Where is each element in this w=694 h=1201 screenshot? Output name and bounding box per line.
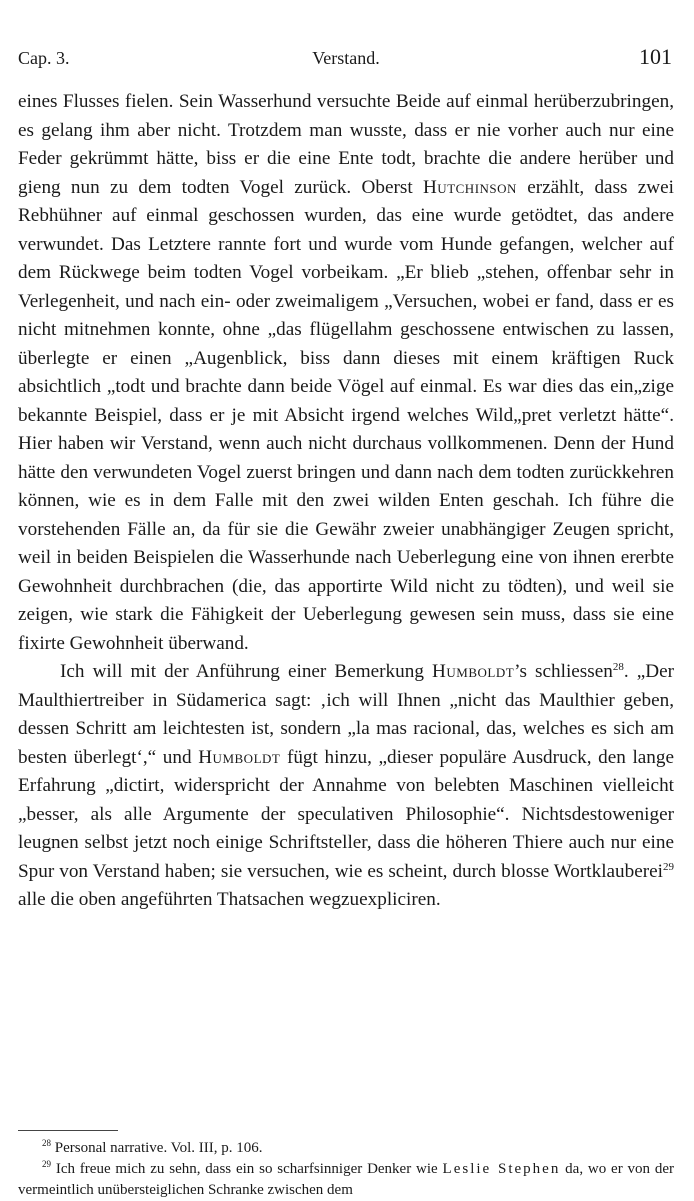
footnote-29 <box>18 1159 674 1201</box>
footnote-29-text-a: Ich freue mich zu sehn, dass ein so scharfsinniger Denker wie <box>55 1161 438 1177</box>
author-name-humboldt: Humboldt <box>432 661 515 682</box>
footnote-divider <box>18 1130 118 1131</box>
chapter-label: Cap. 3. <box>18 48 70 68</box>
footnote-ref-28[interactable]: 28 <box>612 661 624 673</box>
paragraph-2-part-c: . „Der Maulthiertreiber in Südamerica sagt: ‚ich will Ihnen „nicht das Maulthier geben, dessen Schritt am leichtesten ist, sondern „la mas racional, das, welches es sich am besten überlegt‘,“ und <box>18 661 674 768</box>
main-text <box>18 88 674 915</box>
footnote-number-28: 28 <box>42 1138 51 1148</box>
paragraph-2-part-d: fügt hinzu, „dieser populäre Ausdruck, den lange Erfahrung „dictirt, widerspricht der Annahme von belebten Maschinen vielleicht „besser, als alle Argumente der speculativen Philosophie“. Nichtsdestoweniger leugnen selbst jetzt noch einige Schriftsteller, dass die höheren Thiere auch nur eine Spur von Verstand haben; sie versuchen, wie es scheint, durch blosse Wortklauberei <box>18 746 674 882</box>
paragraph-2-part-a: Ich will mit der Anführung einer Bemerkung <box>60 661 424 682</box>
page-header <box>18 44 674 72</box>
paragraph-1 <box>18 88 674 658</box>
paragraph-2-part-e: alle die oben angeführten Thatsachen wegzuexpliciren. <box>18 889 441 910</box>
paragraph-1-part-b: erzählt, dass zwei Rebhühner auf einmal geschossen wurden, das eine wurde getödtet, das andere verwundet. Das Letztere rannte fort und wurde vom Hunde gefangen, welcher auf dem Rückwege beim todten Vogel vorbeikam. „Er blieb „stehen, offenbar sehr in Verlegenheit, und nach ein- oder zweimaligem „Versuchen, wobei er fand, dass er es nicht mitnehmen konnte, ohne „das flügellahm geschossene entwischen zu lassen, überlegte er einen „Augenblick, biss dann dieses mit einem kräftigen Ruck absichtlich „todt und brachte dann beide Vögel auf einmal. Es war dies das ein„zige bekannte Beispiel, dass er je mit Absicht irgend welches Wild„pret verletzt hätte“. Hier haben wir Verstand, wenn auch nicht durchaus vollkommenen. Denn der Hund hätte den verwundeten Vogel zuerst bringen und dann nach dem todten zurückkehren können, wie es in dem Falle mit den zwei wilden Enten geschah. Ich führe die vorstehenden Fälle an, da für sie die Gewähr zweier unabhängiger Zeugen spricht, weil in beiden Beispielen die Wasserhunde nach Ueberlegung eine von ihnen ererbte Gewohnheit durchbrachen (die, das apportirte Wild nicht zu tödten), und weil sie zeigen, wie stark die Fähigkeit der Ueberlegung gewesen sein muss, dass sie eine fixirte Gewohnheit überwand. <box>18 176 675 654</box>
paragraph-2 <box>18 658 674 915</box>
running-title: Verstand. <box>312 48 380 68</box>
footnote-28 <box>18 1138 674 1159</box>
paragraph-1-part-a: eines Flusses fielen. Sein Wasserhund versuchte Beide auf einmal herüberzubringen, es gelang ihm aber nicht. Trotzdem man wusste, dass er nie vorher auch nur eine Feder gekrümmt hätte, biss er die eine Ente todt, brachte die andere herüber und gieng nun zu dem todten Vogel zurück. Oberst <box>18 91 674 198</box>
author-name-leslie-stephen: Leslie Stephen <box>442 1161 561 1177</box>
author-name-humboldt-2: Humboldt <box>198 746 281 768</box>
page-number: 101 <box>639 44 672 69</box>
author-name-hutchinson: Hutchinson <box>422 176 517 198</box>
footnote-28-text: Personal narrative. Vol. III, p. 106. <box>54 1140 263 1156</box>
footnotes <box>18 1138 674 1201</box>
book-page <box>18 0 674 1200</box>
footnote-number-29: 29 <box>42 1159 51 1169</box>
paragraph-2-part-b: ’s schliessen <box>514 661 613 682</box>
footnote-29-text-b: da, wo er von der vermeintlich unübersteiglichen Schranke zwischen dem <box>18 1161 675 1198</box>
footnote-ref-29[interactable]: 29 <box>663 860 674 873</box>
